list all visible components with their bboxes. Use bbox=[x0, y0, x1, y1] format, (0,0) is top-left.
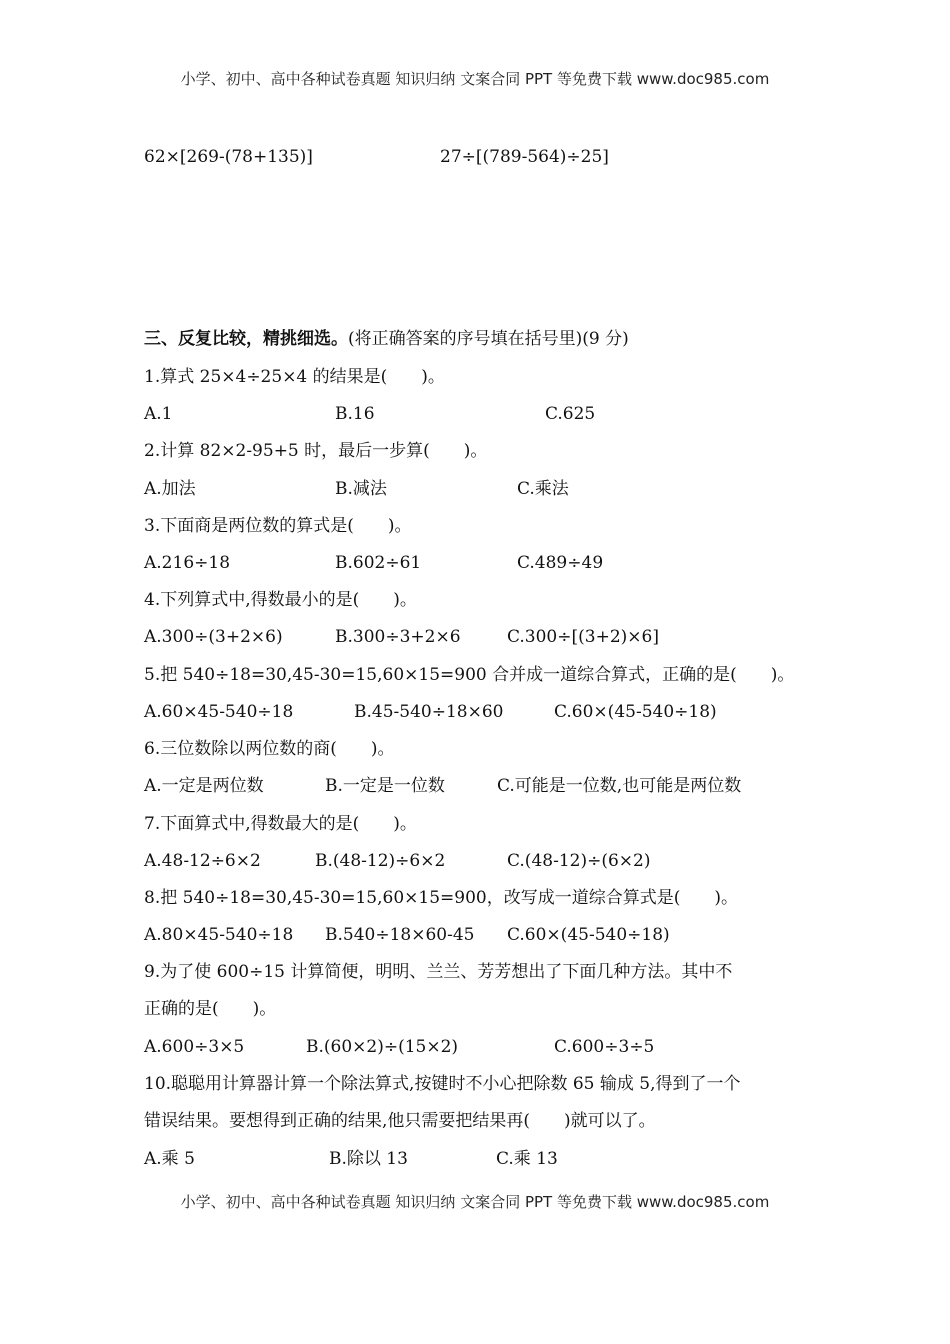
option-a: A.600÷3×5 bbox=[144, 1037, 245, 1057]
question-7: 7.下面算式中,得数最大的是( )。 bbox=[144, 814, 417, 834]
page-header: 小学、初中、高中各种试卷真题 知识归纳 文案合同 PPT 等免费下载 www.doc985.com bbox=[180, 70, 770, 88]
question-9-continuation: 正确的是( )。 bbox=[144, 999, 277, 1019]
option-b: B.除以 13 bbox=[329, 1149, 408, 1169]
page-footer: 小学、初中、高中各种试卷真题 知识归纳 文案合同 PPT 等免费下载 www.doc985.com bbox=[180, 1193, 770, 1211]
option-c: C.60×(45-540÷18) bbox=[554, 702, 717, 722]
question-4: 4.下列算式中,得数最小的是( )。 bbox=[144, 590, 417, 610]
option-c: C.300÷[(3+2)×6] bbox=[507, 627, 659, 647]
question-10: 10.聪聪用计算器计算一个除法算式,按键时不小心把除数 65 输成 5,得到了一个 bbox=[144, 1074, 741, 1094]
option-b: B.602÷61 bbox=[335, 553, 422, 573]
calc-expression-2: 27÷[(789-564)÷25] bbox=[440, 147, 609, 167]
option-b: B.(60×2)÷(15×2) bbox=[306, 1037, 459, 1057]
calc-expression-1: 62×[269-(78+135)] bbox=[144, 147, 313, 167]
section-3-heading bbox=[144, 328, 629, 350]
option-a: A.60×45-540÷18 bbox=[144, 702, 294, 722]
option-a: A.一定是两位数 bbox=[144, 776, 264, 796]
question-9: 9.为了使 600÷15 计算简便，明明、兰兰、芳芳想出了下面几种方法。其中不 bbox=[144, 962, 733, 982]
option-b: B.减法 bbox=[335, 479, 387, 499]
option-c: C.60×(45-540÷18) bbox=[507, 925, 670, 945]
option-c: C.489÷49 bbox=[517, 553, 604, 573]
option-c: C.乘法 bbox=[517, 479, 569, 499]
question-1: 1.算式 25×4÷25×4 的结果是( )。 bbox=[144, 367, 445, 387]
option-a: A.乘 5 bbox=[144, 1149, 195, 1169]
option-c: C.600÷3÷5 bbox=[554, 1037, 655, 1057]
section-3-note: (将正确答案的序号填在括号里)(9 分) bbox=[348, 329, 629, 349]
option-a: A.300÷(3+2×6) bbox=[144, 627, 283, 647]
question-6: 6.三位数除以两位数的商( )。 bbox=[144, 739, 395, 759]
option-a: A.216÷18 bbox=[144, 553, 231, 573]
question-8: 8.把 540÷18=30,45-30=15,60×15=900，改写成一道综合算式是( )。 bbox=[144, 888, 738, 908]
option-c: C.(48-12)÷(6×2) bbox=[507, 851, 651, 871]
option-b: B.(48-12)÷6×2 bbox=[315, 851, 446, 871]
option-b: B.16 bbox=[335, 404, 375, 424]
option-a: A.48-12÷6×2 bbox=[144, 851, 261, 871]
option-c: C.625 bbox=[545, 404, 596, 424]
option-c: C.可能是一位数,也可能是两位数 bbox=[497, 776, 742, 796]
option-b: B.一定是一位数 bbox=[325, 776, 445, 796]
question-3: 3.下面商是两位数的算式是( )。 bbox=[144, 516, 412, 536]
question-2: 2.计算 82×2-95+5 时，最后一步算( )。 bbox=[144, 441, 488, 461]
option-c: C.乘 13 bbox=[496, 1149, 558, 1169]
option-a: A.80×45-540÷18 bbox=[144, 925, 294, 945]
option-a: A.1 bbox=[144, 404, 173, 424]
option-b: B.45-540÷18×60 bbox=[354, 702, 504, 722]
option-a: A.加法 bbox=[144, 479, 196, 499]
question-5: 5.把 540÷18=30,45-30=15,60×15=900 合并成一道综合算式，正确的是( )。 bbox=[144, 665, 795, 685]
option-b: B.300÷3+2×6 bbox=[335, 627, 461, 647]
option-b: B.540÷18×60-45 bbox=[325, 925, 475, 945]
section-3-title: 三、反复比较，精挑细选。 bbox=[144, 329, 348, 349]
question-10-continuation: 错误结果。要想得到正确的结果,他只需要把结果再( )就可以了。 bbox=[144, 1111, 656, 1131]
